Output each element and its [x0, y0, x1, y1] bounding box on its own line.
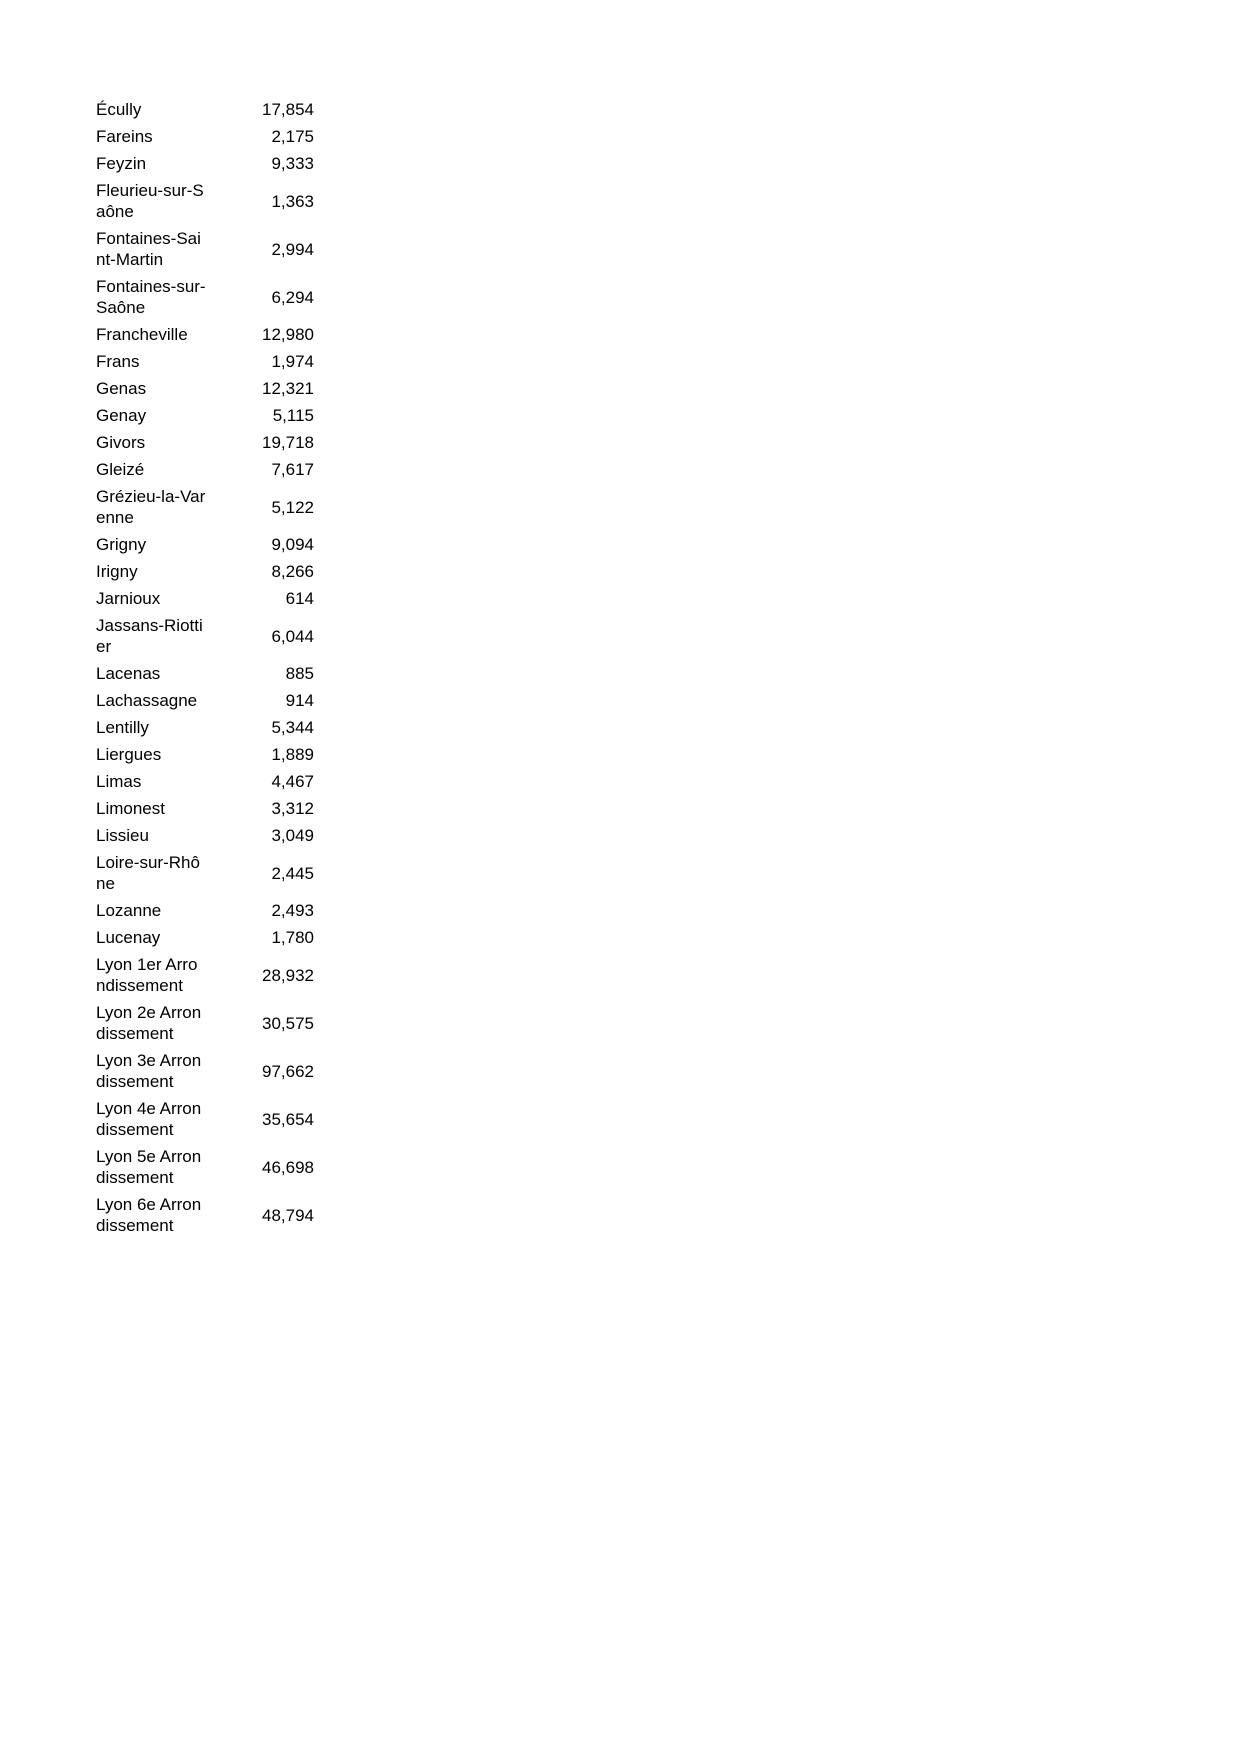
- population-value-cell: 6,294: [271, 287, 314, 307]
- population-value-cell: 885: [285, 664, 314, 683]
- table-row: [96, 714, 314, 741]
- commune-name-cell: Grézieu-la-Varenne: [96, 487, 206, 527]
- table-row: [96, 402, 314, 429]
- table-row: [96, 123, 314, 150]
- table-row: [96, 1143, 314, 1191]
- population-value-cell: 30,575: [262, 1013, 314, 1033]
- population-value-cell: 19,718: [262, 433, 314, 452]
- population-value-cell: 48,794: [262, 1205, 314, 1225]
- table-row: [96, 348, 314, 375]
- commune-name-cell: Loire-sur-Rhône: [96, 853, 200, 893]
- table-row: [96, 558, 314, 585]
- table-row: [96, 924, 314, 951]
- population-value-cell: 4,467: [271, 772, 314, 791]
- commune-name-cell: Lyon 2e Arrondissement: [96, 1003, 202, 1043]
- population-value-cell: 35,654: [262, 1109, 314, 1129]
- population-value-cell: 3,312: [271, 799, 314, 818]
- table-row: [96, 177, 314, 225]
- population-value-cell: 7,617: [271, 460, 314, 479]
- table-row: [96, 822, 314, 849]
- population-value-cell: 9,094: [271, 535, 314, 554]
- population-value-cell: 1,363: [271, 191, 314, 211]
- table-row: [96, 585, 314, 612]
- population-value-cell: 12,980: [262, 325, 314, 344]
- commune-name-cell: Fleurieu-sur-Saône: [96, 181, 204, 221]
- population-table-body: [96, 96, 314, 1239]
- commune-name-cell: Jassans-Riottier: [96, 616, 203, 656]
- commune-name-cell: Givors: [96, 433, 146, 452]
- population-value-cell: 6,044: [271, 626, 314, 646]
- table-row: [96, 612, 314, 660]
- table-row: [96, 687, 314, 714]
- table-row: [96, 531, 314, 558]
- commune-name-cell: Lachassagne: [96, 691, 198, 710]
- commune-name-cell: Fontaines-sur-Saône: [96, 277, 206, 317]
- table-row: [96, 456, 314, 483]
- commune-name-cell: Lucenay: [96, 928, 161, 947]
- population-value-cell: 2,445: [271, 863, 314, 883]
- commune-name-cell: Fontaines-Saint-Martin: [96, 229, 201, 269]
- table-row: [96, 795, 314, 822]
- commune-name-cell: Genas: [96, 379, 147, 398]
- table-row: [96, 999, 314, 1047]
- commune-name-cell: Limonest: [96, 799, 165, 818]
- population-value-cell: 5,122: [271, 497, 314, 517]
- commune-name-cell: Lyon 1er Arrondissement: [96, 955, 198, 995]
- population-value-cell: 28,932: [262, 965, 314, 985]
- population-table: [96, 96, 314, 1239]
- commune-name-cell: Irigny: [96, 562, 138, 581]
- table-row: [96, 1191, 314, 1239]
- population-value-cell: 9,333: [271, 154, 314, 173]
- population-value-cell: 12,321: [262, 379, 314, 398]
- table-row: [96, 768, 314, 795]
- commune-name-cell: Lentilly: [96, 718, 149, 737]
- table-row: [96, 741, 314, 768]
- commune-name-cell: Lyon 4e Arrondissement: [96, 1099, 202, 1139]
- table-row: [96, 150, 314, 177]
- commune-name-cell: Jarnioux: [96, 589, 161, 608]
- table-row: [96, 1095, 314, 1143]
- table-row: [96, 849, 314, 897]
- population-value-cell: 1,974: [271, 352, 314, 371]
- population-value-cell: 2,994: [271, 239, 314, 259]
- commune-name-cell: Lacenas: [96, 664, 161, 683]
- population-value-cell: 3,049: [271, 826, 314, 845]
- commune-name-cell: Francheville: [96, 325, 188, 344]
- commune-name-cell: Fareins: [96, 127, 153, 146]
- commune-name-cell: Écully: [96, 100, 142, 119]
- population-value-cell: 5,115: [272, 406, 314, 425]
- commune-name-cell: Lozanne: [96, 901, 162, 920]
- table-row: [96, 96, 314, 123]
- population-value-cell: 46,698: [262, 1157, 314, 1177]
- table-row: [96, 273, 314, 321]
- commune-name-cell: Grigny: [96, 535, 147, 554]
- population-value-cell: 8,266: [271, 562, 314, 581]
- table-row: [96, 483, 314, 531]
- commune-name-cell: Liergues: [96, 745, 162, 764]
- commune-name-cell: Genay: [96, 406, 147, 425]
- table-row: [96, 1047, 314, 1095]
- population-value-cell: 2,175: [271, 127, 314, 146]
- population-value-cell: 914: [285, 691, 314, 710]
- commune-name-cell: Feyzin: [96, 154, 147, 173]
- commune-name-cell: Lissieu: [96, 826, 149, 845]
- commune-name-cell: Lyon 6e Arrondissement: [96, 1195, 202, 1235]
- population-value-cell: 1,780: [271, 928, 314, 947]
- table-row: [96, 321, 314, 348]
- commune-name-cell: Frans: [96, 352, 140, 371]
- commune-name-cell: Gleizé: [96, 460, 145, 479]
- population-value-cell: 614: [285, 589, 314, 608]
- table-row: [96, 429, 314, 456]
- population-value-cell: 2,493: [271, 901, 314, 920]
- population-value-cell: 5,344: [271, 718, 314, 737]
- population-value-cell: 17,854: [262, 100, 314, 119]
- commune-name-cell: Lyon 5e Arrondissement: [96, 1147, 202, 1187]
- table-row: [96, 951, 314, 999]
- table-row: [96, 375, 314, 402]
- table-row: [96, 660, 314, 687]
- commune-name-cell: Limas: [96, 772, 142, 791]
- table-row: [96, 897, 314, 924]
- population-value-cell: 97,662: [262, 1061, 314, 1081]
- population-value-cell: 1,889: [271, 745, 314, 764]
- commune-name-cell: Lyon 3e Arrondissement: [96, 1051, 202, 1091]
- table-row: [96, 225, 314, 273]
